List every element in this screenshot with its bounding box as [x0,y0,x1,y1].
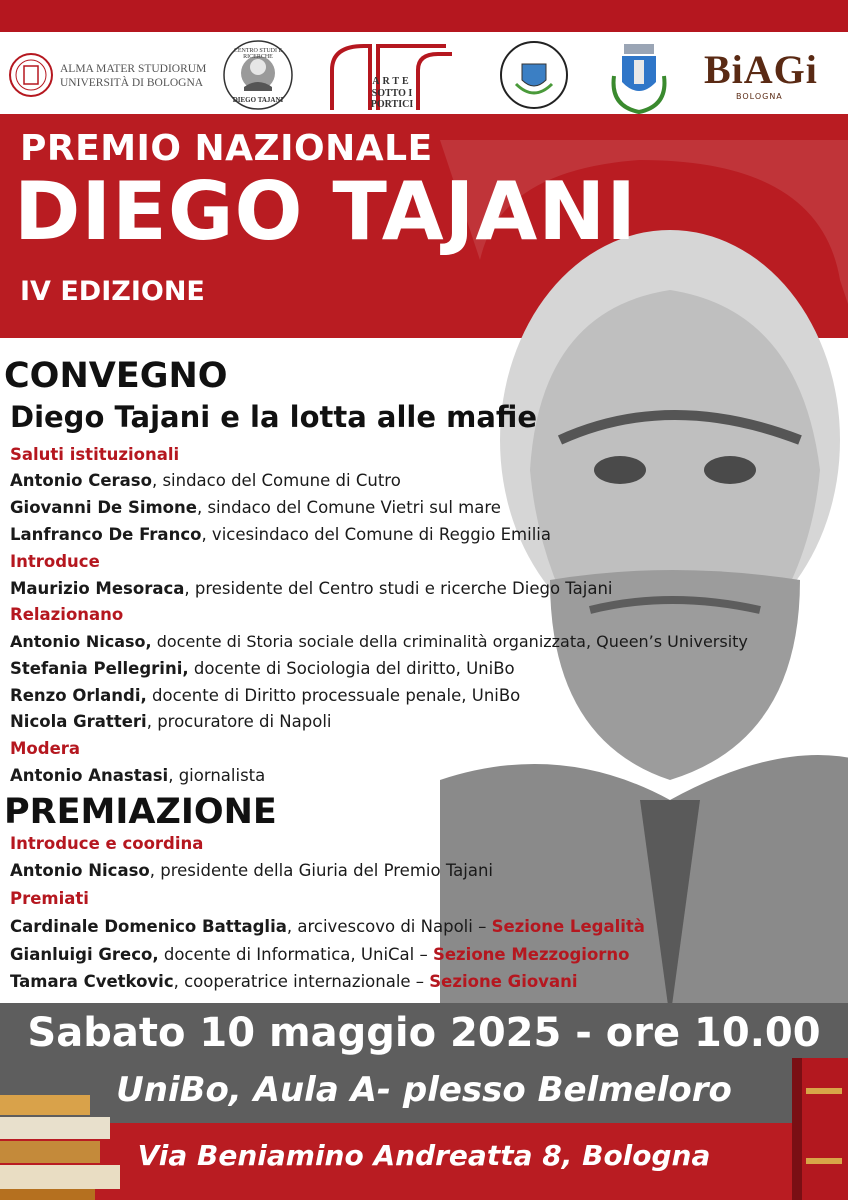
biagi-city: BOLOGNA [736,92,783,101]
speaker-line: Stefania Pellegrini, docente di Sociologia del diritto, UniBo [10,659,515,678]
edition-label: IV EDIZIONE [20,276,205,307]
speaker-line: Maurizio Mesoraca, presidente del Centro studi e ricerche Diego Tajani [10,579,613,598]
speaker-line: Giovanni De Simone, sindaco del Comune Vietri sul mare [10,498,501,517]
event-date: Sabato 10 maggio 2025 - ore 10.00 [27,1010,821,1056]
books-stack-icon [0,1085,130,1200]
award-line: Cardinale Domenico Battaglia, arcivescovo di Napoli – Sezione Legalità [10,917,645,936]
unibo-wordmark: ALMA MATER STUDIORUM UNIVERSITÀ DI BOLOGNA [60,63,207,90]
unibo-seal-icon [8,52,54,98]
speaker-line: Renzo Orlandi, docente di Diritto processuale penale, UniBo [10,686,521,705]
role-saluti: Saluti istituzionali [10,445,180,464]
speaker-line: Antonio Anastasi, giornalista [10,766,266,785]
speaker-line: Antonio Nicaso, docente di Storia sociale della criminalità organizzata, Queen’s University [10,632,748,651]
logo-bar [0,32,848,114]
role-premiati: Premiati [10,889,89,908]
convegno-subtitle: Diego Tajani e la lotta alle mafie [10,400,538,434]
arte-text: ARTE SOTTO I PORTICI [370,76,414,110]
speaker-line: Nicola Gratteri, procuratore di Napoli [10,712,332,731]
red-book-icon [782,1058,848,1200]
municipal-seal-icon [498,40,570,110]
role-relazionano: Relazionano [10,605,124,624]
speaker-line: Lanfranco De Franco, vicesindaco del Comune di Reggio Emilia [10,525,551,544]
role-introduce: Introduce [10,552,100,571]
premiazione-heading: PREMIAZIONE [4,792,277,832]
role-modera: Modera [10,739,81,758]
event-venue: UniBo, Aula A- plesso Belmeloro [116,1070,732,1110]
speaker-line: Antonio Nicaso, presidente della Giuria del Premio Tajani [10,861,494,880]
award-line: Tamara Cvetkovic, cooperatrice internazionale – Sezione Giovani [10,972,578,991]
main-title: DIEGO TAJANI [14,165,638,258]
convegno-heading: CONVEGNO [4,356,228,396]
award-line: Gianluigi Greco, docente di Informatica, UniCal – Sezione Mezzogiorno [10,945,630,964]
centro-ring-text: CENTRO STUDI E RICERCHE [233,48,283,60]
town-crest-icon [606,36,672,114]
centro-name-text: DIEGO TAJANI [232,96,284,104]
kicker-title: PREMIO NAZIONALE [20,128,433,169]
biagi-wordmark: BiAGi [704,47,818,92]
top-red-strip [0,0,848,32]
event-address: Via Beniamino Andreatta 8, Bologna [137,1139,711,1172]
speaker-line: Antonio Ceraso, sindaco del Comune di Cutro [10,471,401,490]
role-intro-coord: Introduce e coordina [10,834,204,853]
